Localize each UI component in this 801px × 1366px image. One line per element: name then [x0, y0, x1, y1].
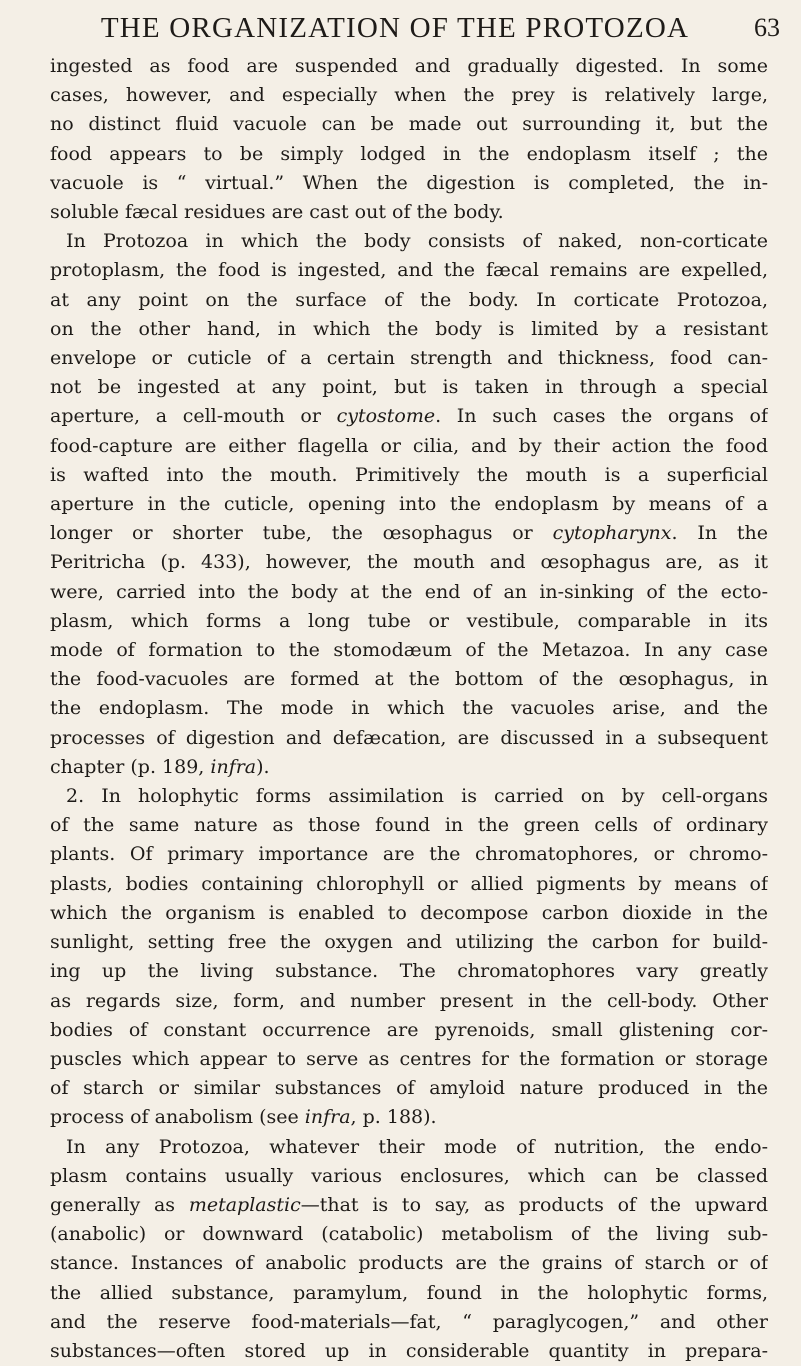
- text-segment: of the same nature as those found in the green cells of ordinary: [50, 814, 768, 837]
- text-line: [50, 169, 768, 198]
- text-line: [50, 1337, 768, 1366]
- text-segment: and the reserve food-materials—fat, “ paraglycogen,” and other: [50, 1310, 768, 1333]
- text-segment: . In such cases the organs of: [435, 405, 768, 428]
- text-segment: which the organism is enabled to decompose carbon dioxide in the: [50, 901, 768, 924]
- text-segment: mode of formation to the stomodæum of the Metazoa. In any case: [50, 639, 768, 662]
- text-segment: —that is to say, as products of the upward: [300, 1193, 768, 1216]
- text-line: [50, 373, 768, 402]
- text-line: [50, 636, 768, 665]
- text-segment: food appears to be simply lodged in the endoplasm itself ; the: [50, 142, 768, 165]
- text-line: [50, 432, 768, 461]
- text-segment: 2. In holophytic forms assimilation is carried on by cell-organs: [66, 785, 768, 808]
- italic-term: metaplastic: [188, 1193, 301, 1216]
- text-segment: In Protozoa in which the body consists of naked, non-corticate: [66, 230, 768, 253]
- text-line: [50, 665, 768, 694]
- text-line: [50, 286, 768, 315]
- text-segment: not be ingested at any point, but is taken in through a special: [50, 376, 768, 399]
- text-segment: process of anabolism (see: [50, 1106, 305, 1129]
- text-line: [50, 840, 768, 869]
- text-line: [50, 140, 768, 169]
- text-line: [50, 1045, 768, 1074]
- text-line: [50, 578, 768, 607]
- text-line: [50, 987, 768, 1016]
- text-line: [50, 1220, 768, 1249]
- text-segment: generally as: [50, 1193, 189, 1216]
- text-line: [50, 870, 768, 899]
- text-segment: vacuole is “ virtual.” When the digestion is completed, the in-: [50, 171, 768, 194]
- text-line: [50, 52, 768, 81]
- text-line: [50, 1074, 768, 1103]
- text-segment: (anabolic) or downward (catabolic) metabolism of the living sub-: [50, 1223, 768, 1246]
- text-line: [50, 957, 768, 986]
- text-segment: no distinct fluid vacuole can be made out surrounding it, but the: [50, 113, 768, 136]
- text-segment: longer or shorter tube, the œsophagus or: [50, 522, 553, 545]
- text-segment: Peritricha (p. 433), however, the mouth and œsophagus are, as it: [50, 551, 768, 574]
- text-line: [50, 315, 768, 344]
- text-segment: In any Protozoa, whatever their mode of nutrition, the endo-: [66, 1135, 768, 1158]
- text-segment: protoplasm, the food is ingested, and the fæcal remains are expelled,: [50, 259, 768, 282]
- text-line: [50, 110, 768, 139]
- text-segment: . In the: [671, 522, 768, 545]
- text-segment: aperture, a cell-mouth or: [50, 405, 337, 428]
- text-line: [50, 1162, 768, 1191]
- text-segment: envelope or cuticle of a certain strength and thickness, food can-: [50, 347, 768, 370]
- text-line: [50, 490, 768, 519]
- text-segment: sunlight, setting free the oxygen and utilizing the carbon for build-: [50, 931, 768, 954]
- text-segment: plasm, which forms a long tube or vestibule, comparable in its: [50, 609, 768, 632]
- text-line: [50, 1308, 768, 1337]
- text-segment: the allied substance, paramylum, found in the holophytic forms,: [50, 1281, 768, 1304]
- text-segment: substances—often stored up in considerable quantity in prepara-: [50, 1339, 768, 1362]
- text-segment: cases, however, and especially when the prey is relatively large,: [50, 84, 768, 107]
- text-segment: stance. Instances of anabolic products are the grains of starch or of: [50, 1252, 768, 1275]
- text-segment: plasts, bodies containing chlorophyll or allied pigments by means of: [50, 872, 768, 895]
- page-number: 63: [754, 13, 780, 42]
- text-segment: bodies of constant occurrence are pyrenoids, small glistening cor-: [50, 1018, 768, 1041]
- text-line: [50, 607, 768, 636]
- text-line: [50, 256, 768, 285]
- text-segment: is wafted into the mouth. Primitively the mouth is a superficial: [50, 463, 768, 486]
- italic-term: cytostome: [336, 405, 436, 428]
- text-line: [50, 81, 768, 110]
- text-segment: as regards size, form, and number present in the cell-body. Other: [50, 989, 768, 1012]
- text-segment: the endoplasm. The mode in which the vacuoles arise, and the: [50, 697, 768, 720]
- text-segment: puscles which appear to serve as centres for the formation or storage: [50, 1047, 768, 1070]
- text-line: [50, 811, 768, 840]
- text-line: [50, 227, 768, 256]
- text-segment: the food-vacuoles are formed at the bottom of the œsophagus, in: [50, 668, 768, 691]
- running-title: THE ORGANIZATION OF THE PROTOZOA: [100, 12, 690, 44]
- text-line: [50, 461, 768, 490]
- text-segment: of starch or similar substances of amyloid nature produced in the: [50, 1077, 768, 1100]
- text-line: [50, 782, 768, 811]
- italic-term: infra: [210, 755, 257, 778]
- text-line: [50, 1133, 768, 1162]
- text-segment: ing up the living substance. The chromatophores vary greatly: [50, 960, 768, 983]
- text-segment: processes of digestion and defæcation, are discussed in a subsequent: [50, 726, 768, 749]
- text-line: [50, 1016, 768, 1045]
- text-line: [50, 753, 768, 782]
- text-segment: plasm contains usually various enclosures, which can be classed: [50, 1164, 768, 1187]
- text-segment: ingested as food are suspended and gradually digested. In some: [50, 55, 768, 77]
- text-line: [50, 1103, 768, 1132]
- text-segment: , p. 188).: [350, 1106, 437, 1129]
- text-line: [50, 402, 768, 431]
- text-line: [50, 724, 768, 753]
- text-segment: chapter (p. 189,: [50, 755, 211, 778]
- text-line: [50, 694, 768, 723]
- text-line: [50, 1249, 768, 1278]
- text-segment: soluble fæcal residues are cast out of the body.: [50, 201, 504, 224]
- text-line: [50, 548, 768, 577]
- page-header: [60, 10, 780, 46]
- text-line: [50, 899, 768, 928]
- text-segment: were, carried into the body at the end of an in-sinking of the ecto-: [50, 580, 768, 603]
- text-segment: aperture in the cuticle, opening into the endoplasm by means of a: [50, 493, 768, 516]
- text-segment: on the other hand, in which the body is limited by a resistant: [50, 317, 768, 340]
- text-segment: plants. Of primary importance are the chromatophores, or chromo-: [50, 843, 768, 866]
- text-line: [50, 519, 768, 548]
- text-line: [50, 928, 768, 957]
- italic-term: infra: [304, 1106, 351, 1129]
- text-segment: food-capture are either flagella or cilia, and by their action the food: [50, 434, 768, 457]
- text-segment: at any point on the surface of the body. In corticate Protozoa,: [50, 288, 768, 311]
- italic-term: cytopharynx: [552, 522, 672, 545]
- text-line: [50, 344, 768, 373]
- text-line: [50, 198, 768, 227]
- body-text: [50, 52, 768, 1366]
- text-line: [50, 1279, 768, 1308]
- text-line: [50, 1191, 768, 1220]
- text-segment: ).: [256, 755, 270, 778]
